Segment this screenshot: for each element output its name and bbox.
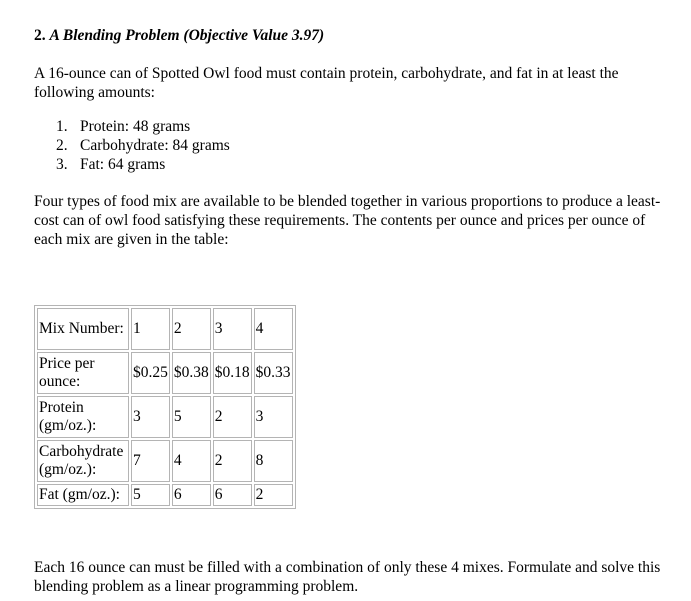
row-label: Price per ounce: [37,352,129,394]
table-cell: $0.18 [213,352,252,394]
section-heading [34,26,324,45]
list-item-text: Protein: 48 grams [80,118,191,135]
requirements-list [56,117,230,174]
list-item [56,117,230,136]
intro-paragraph: A 16-ounce can of Spotted Owl food must contain protein, carbohydrate, and fat in at least the following amounts: [34,65,619,101]
description-paragraph: Four types of food mix are available to be blended together in various proportions to produce a least-cost can of owl food satisfying these requirements. The contents per ounce and prices per ounce of each mix are given in the table: [34,193,661,248]
table-cell: 2 [213,396,252,438]
list-item [56,136,230,155]
row-label: Protein (gm/oz.): [37,396,129,438]
table-cell: 1 [131,308,170,350]
table-cell: 2 [213,440,252,482]
table-cell: $0.38 [172,352,211,394]
table-row [37,484,293,506]
list-item-text: Carbohydrate: 84 grams [80,137,230,154]
table-cell: 5 [172,396,211,438]
table-row [37,308,293,350]
row-label: Mix Number: [37,308,129,350]
table-row [37,352,293,394]
table-row [37,440,293,482]
closing-paragraph: Each 16 ounce can must be filled with a combination of only these 4 mixes. Formulate and solve this blending problem as a linear programming problem. [34,559,661,595]
table-cell: 2 [254,484,293,506]
table-cell: 3 [131,396,170,438]
table-cell: 3 [254,396,293,438]
table-cell: 6 [213,484,252,506]
table-cell: 5 [131,484,170,506]
row-label: Fat (gm/oz.): [37,484,129,506]
table-cell: 2 [172,308,211,350]
list-item-number: 1. [56,118,68,135]
table-cell: $0.25 [131,352,170,394]
mix-table [34,305,296,509]
table-cell: 8 [254,440,293,482]
section-title: A Blending Problem (Objective Value 3.97) [49,27,325,44]
list-item-text: Fat: 64 grams [80,156,166,173]
table-cell: $0.33 [254,352,293,394]
table-row [37,396,293,438]
table-cell: 6 [172,484,211,506]
table-cell: 4 [254,308,293,350]
table-cell: 4 [172,440,211,482]
table-cell: 7 [131,440,170,482]
table-cell: 3 [213,308,252,350]
row-label: Carbohydrate (gm/oz.): [37,440,129,482]
section-number: 2. [34,27,46,44]
list-item [56,155,230,174]
list-item-number: 3. [56,156,68,173]
list-item-number: 2. [56,137,68,154]
